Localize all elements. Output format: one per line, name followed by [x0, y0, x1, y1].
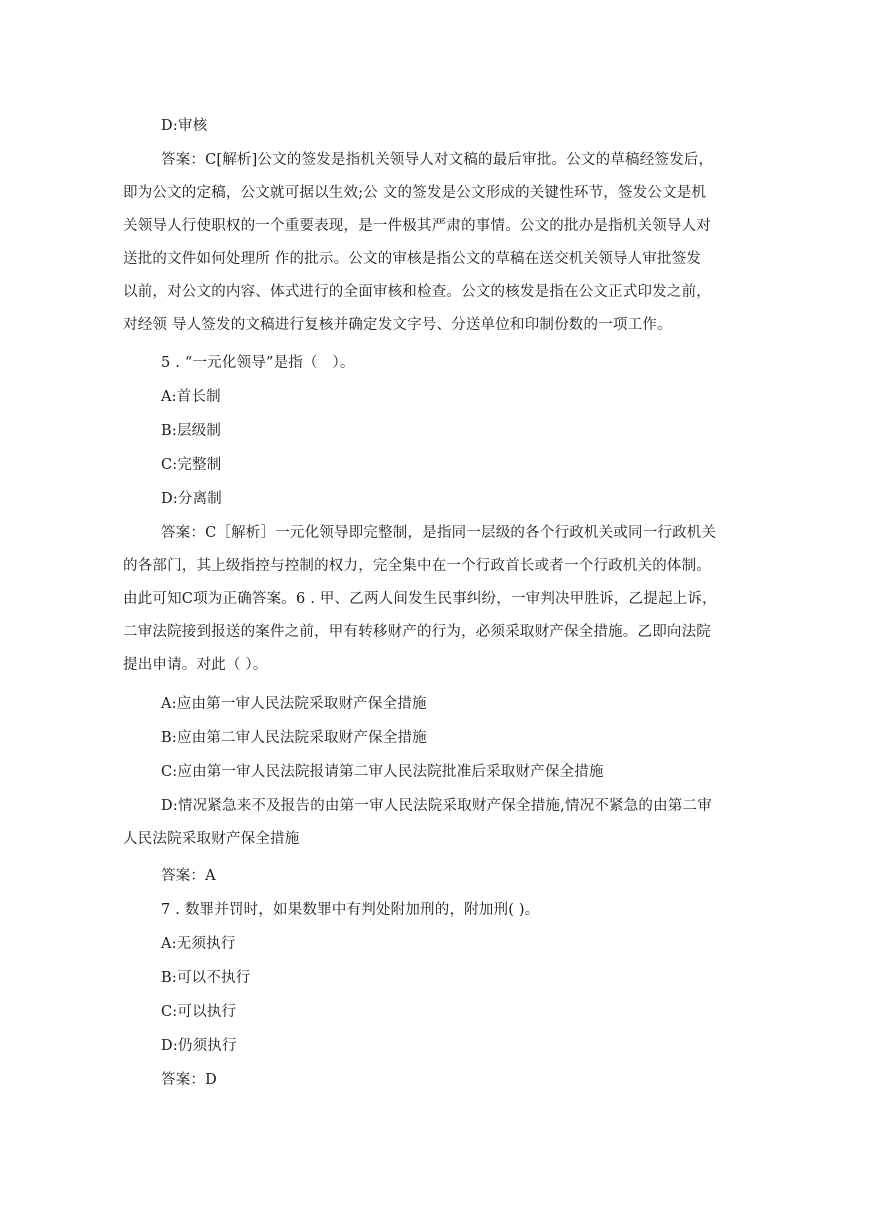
q5-stem: 5 . “一元化领导”是指（ ）。: [161, 355, 355, 371]
q7-option-a: A:无须执行: [161, 936, 236, 952]
q4-answer-line-3: 关领导人行使职权的一个重要表现，是一件极其严肃的事情。公文的批办是指机关领导人对: [123, 218, 711, 234]
q4-answer-line-1: 答案：C[解析]公文的签发是指机关领导人对文稿的最后审批。公文的草稿经签发后，: [161, 152, 714, 168]
q4-option-d: D:审核: [161, 118, 208, 134]
q4-answer-line-5: 以前，对公文的内容、体式进行的全面审核和检查。公文的核发是指在公文正式印发之前，: [123, 284, 711, 300]
q7-stem: 7 . 数罪并罚时，如果数罪中有判处附加刑的，附加刑( )。: [161, 902, 540, 918]
q5-answer-line-5: 提出申请。对此（ ）。: [123, 657, 268, 673]
q7-option-b: B:可以不执行: [161, 970, 251, 986]
q6-option-b: B:应由第二审人民法院采取财产保全措施: [161, 730, 427, 746]
q7-option-d: D:仍须执行: [161, 1038, 237, 1054]
q6-option-a: A:应由第一审人民法院采取财产保全措施: [161, 696, 427, 712]
q4-answer-line-4: 送批的文件如何处理所 作的批示。公文的审核是指公文的草稿在送交机关领导人审批签发: [123, 251, 702, 267]
q5-option-b: B:层级制: [161, 423, 222, 439]
q5-answer-line-1: 答案：C［解析］一元化领导即完整制，是指同一层级的各个行政机关或同一行政机关: [161, 525, 717, 541]
q6-option-d-line-1: D:情况紧急来不及报告的由第一审人民法院采取财产保全措施,情况不紧急的由第二审: [161, 798, 712, 814]
q6-option-c: C:应由第一审人民法院报请第二审人民法院批准后采取财产保全措施: [161, 764, 604, 780]
q5-option-c: C:完整制: [161, 457, 222, 473]
q4-answer-line-6: 对经领 导人签发的文稿进行复核并确定发文字号、分送单位和印制份数的一项工作。: [123, 317, 672, 333]
q5-option-d: D:分离制: [161, 491, 223, 507]
q6-answer: 答案：A: [161, 868, 216, 884]
q5-answer-line-4: 二审法院接到报送的案件之前，甲有转移财产的行为，必须采取财产保全措施。乙即向法院: [123, 624, 711, 640]
q6-option-d-line-2: 人民法院采取财产保全措施: [123, 831, 300, 847]
q5-answer-line-3: 由此可知C项为正确答案。6 . 甲、乙两人间发生民事纠纷，一审判决甲胜诉，乙提起上诉，: [123, 591, 717, 607]
q7-answer: 答案：D: [161, 1072, 217, 1088]
q5-option-a: A:首长制: [161, 389, 221, 405]
q5-answer-line-2: 的各部门，其上级指控与控制的权力，完全集中在一个行政首长或者一个行政机关的体制。: [123, 558, 711, 574]
q7-option-c: C:可以执行: [161, 1004, 237, 1020]
q4-answer-line-2: 即为公文的定稿，公文就可据以生效;公 文的签发是公文形成的关键性环节，签发公文是机: [123, 185, 707, 201]
